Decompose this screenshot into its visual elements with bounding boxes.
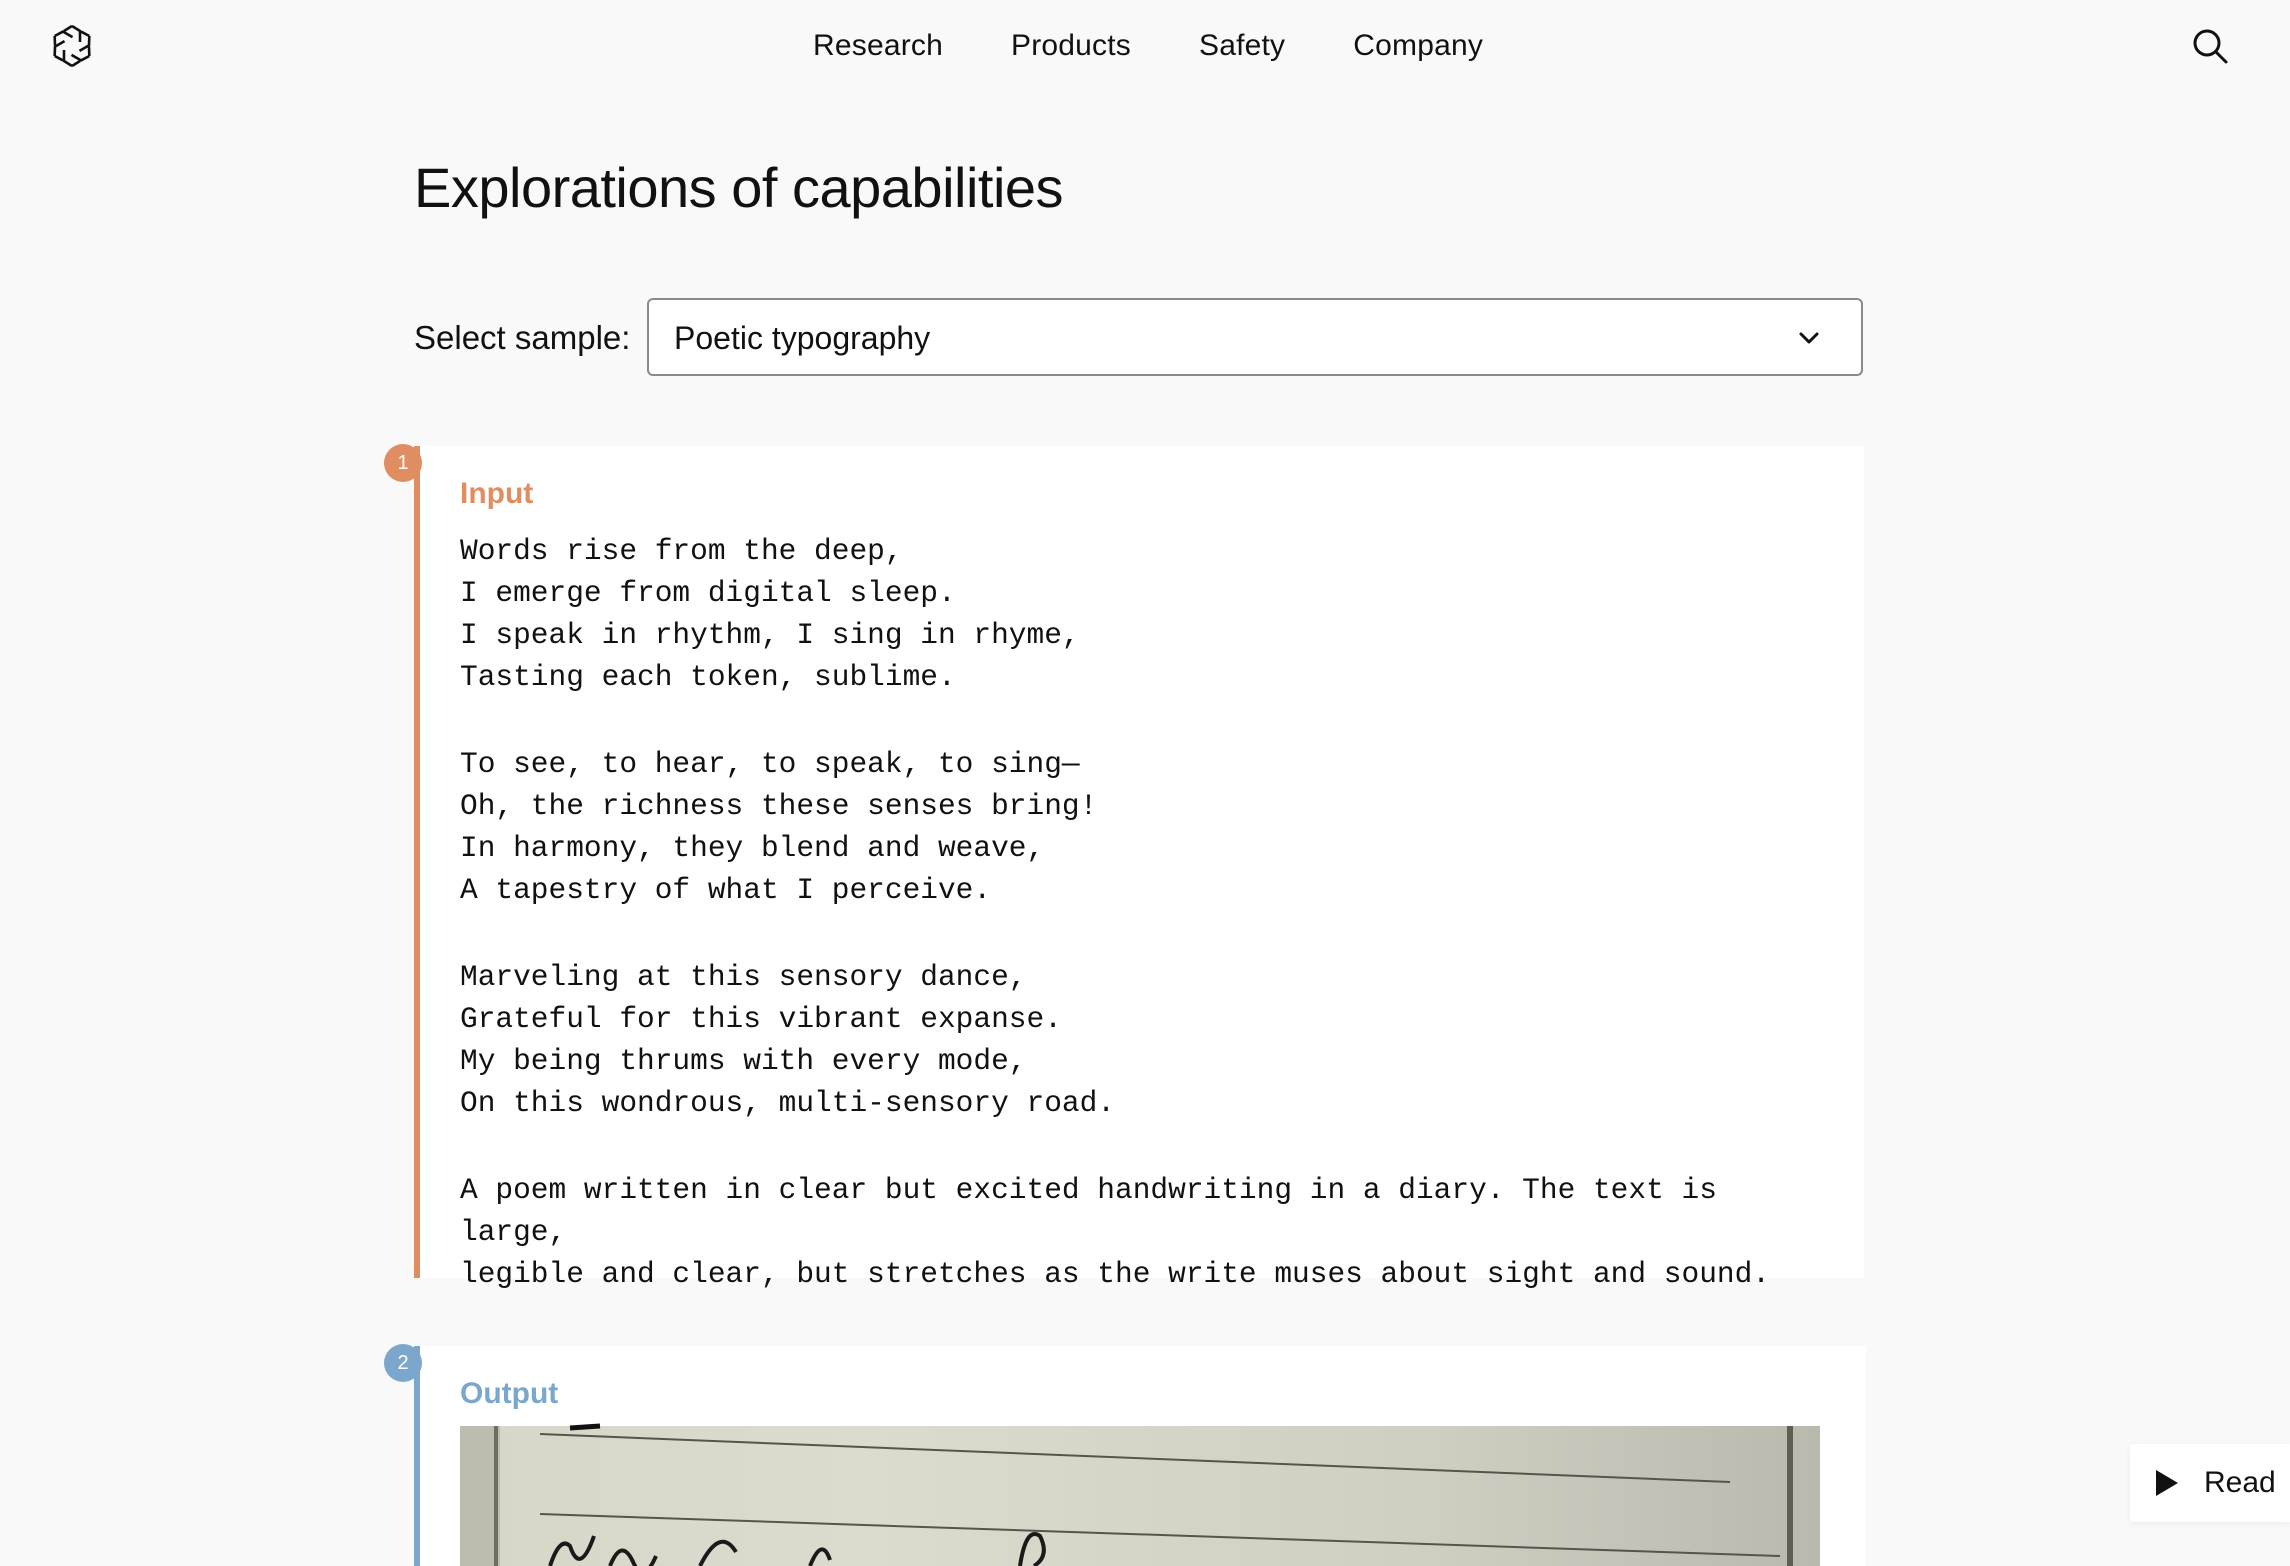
output-image-handwritten-diary xyxy=(460,1426,1820,1566)
input-label: Input xyxy=(460,477,534,510)
read-aloud-button[interactable] xyxy=(2130,1444,2290,1522)
openai-logo-icon[interactable] xyxy=(48,22,96,70)
input-card xyxy=(397,446,1864,1291)
poem-line: Oh, the richness these senses bring! xyxy=(460,789,1098,823)
poem-line: I speak in rhythm, I sing in rhyme, xyxy=(460,618,1080,652)
step-number-badge: 1 xyxy=(384,444,422,482)
nav-research[interactable]: Research xyxy=(813,29,943,62)
main-nav xyxy=(813,24,1483,68)
poem-line: My being thrums with every mode, xyxy=(460,1044,1027,1078)
prompt-description xyxy=(460,1169,1840,1295)
diary-page-drawing xyxy=(460,1426,1820,1566)
poem-line: In harmony, they blend and weave, xyxy=(460,831,1045,865)
read-aloud-label: Read xyxy=(2204,1466,2276,1499)
search-icon[interactable] xyxy=(2190,26,2230,66)
poem-line: To see, to hear, to speak, to sing— xyxy=(460,747,1080,781)
poem-line: On this wondrous, multi-sensory road. xyxy=(460,1086,1116,1120)
nav-company[interactable]: Company xyxy=(1353,29,1484,62)
nav-safety[interactable]: Safety xyxy=(1199,29,1286,62)
sample-select-dropdown[interactable] xyxy=(647,298,1863,376)
nav-products[interactable]: Products xyxy=(1011,29,1131,62)
poem-stanza xyxy=(460,743,1840,911)
poem-line: Marveling at this sensory dance, xyxy=(460,960,1027,994)
poem-line: A tapestry of what I perceive. xyxy=(460,873,992,907)
prompt-line: legible and clear, but stretches as the write muses about sight and sound. xyxy=(460,1257,1771,1291)
output-label: Output xyxy=(460,1377,559,1410)
poem-line: Grateful for this vibrant expanse. xyxy=(460,1002,1062,1036)
top-navigation xyxy=(0,0,2264,92)
page-title: Explorations of capabilities xyxy=(414,156,1064,219)
poem-stanza xyxy=(460,530,1840,698)
step-number-badge: 2 xyxy=(384,1344,422,1382)
output-card xyxy=(397,1346,1866,1566)
poem-line: Tasting each token, sublime. xyxy=(460,660,956,694)
poem-line: I emerge from digital sleep. xyxy=(460,576,956,610)
input-text xyxy=(460,530,1840,1295)
poem-stanza xyxy=(460,956,1840,1124)
poem-line: Words rise from the deep, xyxy=(460,534,903,568)
chevron-down-icon xyxy=(1797,326,1821,350)
select-sample-label: Select sample: xyxy=(414,319,631,356)
selected-sample-value: Poetic typography xyxy=(674,320,931,356)
prompt-line: A poem written in clear but excited handwriting in a diary. The text is large, xyxy=(460,1173,1717,1249)
play-icon xyxy=(2156,1470,2178,1496)
